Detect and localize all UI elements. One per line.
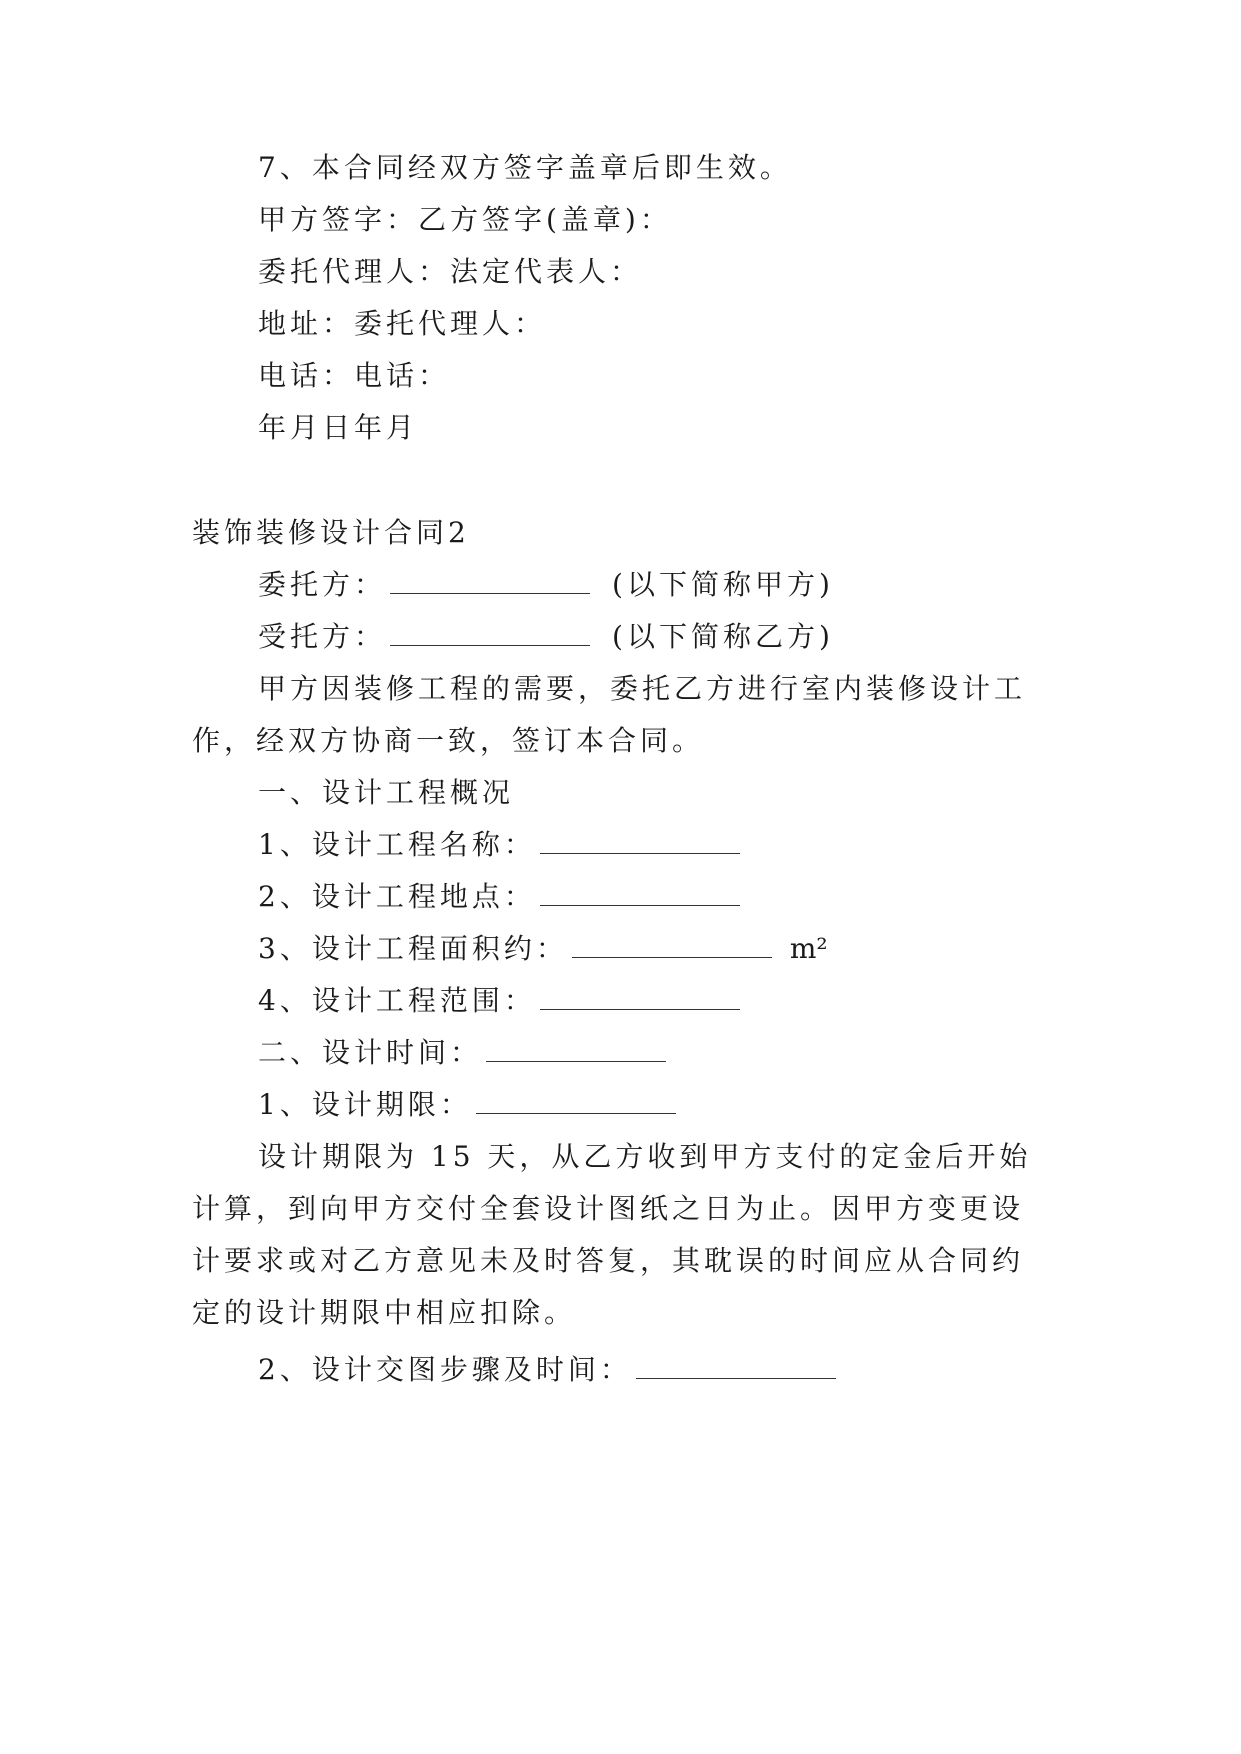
client-suffix: (以下简称甲方): [612, 568, 834, 601]
address-line: 地址：委托代理人：: [258, 307, 547, 340]
design-time-blank[interactable]: [486, 1037, 666, 1062]
contractor-suffix: (以下简称乙方): [612, 620, 834, 653]
contractor-blank[interactable]: [390, 621, 590, 646]
area-unit: m²: [789, 932, 828, 965]
client-blank[interactable]: [390, 569, 590, 594]
project-area-blank[interactable]: [572, 933, 772, 958]
project-area-label: 3、设计工程面积约：: [258, 932, 568, 965]
period-text-1: 设计期限为 15 天，从乙方收到甲方支付的定金后开始: [258, 1140, 1032, 1173]
project-scope-label: 4、设计工程范围：: [258, 984, 536, 1017]
design-time-label: 二、设计时间：: [258, 1036, 483, 1069]
project-area-line: [258, 931, 828, 967]
signature-line: 甲方签字：乙方签字(盖章)：: [258, 203, 672, 236]
contractor-line: [258, 619, 834, 655]
client-label: 委托方：: [258, 568, 387, 601]
date-line: 年月日年月: [258, 411, 419, 444]
submission-steps-blank[interactable]: [636, 1354, 836, 1379]
client-line: [258, 567, 834, 603]
clause-7: 7、本合同经双方签字盖章后即生效。: [258, 151, 792, 184]
project-location-blank[interactable]: [540, 881, 740, 906]
period-text-3: 计要求或对乙方意见未及时答复，其耽误的时间应从合同约: [192, 1244, 1025, 1277]
intro-line-1: 甲方因装修工程的需要，委托乙方进行室内装修设计工: [258, 672, 1027, 705]
phone-line: 电话：电话：: [258, 359, 451, 392]
submission-steps-label: 2、设计交图步骤及时间：: [258, 1353, 632, 1386]
project-name-label: 1、设计工程名称：: [258, 828, 536, 861]
project-location-label: 2、设计工程地点：: [258, 880, 536, 913]
project-scope-blank[interactable]: [540, 985, 740, 1010]
heading-project-overview: 一、设计工程概况: [258, 776, 515, 809]
intro-line-2: 作，经双方协商一致，签订本合同。: [192, 724, 705, 757]
project-name-line: [258, 827, 740, 863]
contractor-label: 受托方：: [258, 620, 387, 653]
agent-line: 委托代理人：法定代表人：: [258, 255, 643, 288]
contract-title: 装饰装修设计合同2: [192, 516, 470, 549]
project-location-line: [258, 879, 740, 915]
project-scope-line: [258, 983, 740, 1019]
design-period-line: [258, 1087, 676, 1123]
period-text-2: 计算，到向甲方交付全套设计图纸之日为止。因甲方变更设: [192, 1192, 1025, 1225]
submission-steps-line: [258, 1352, 836, 1388]
design-period-blank[interactable]: [476, 1089, 676, 1114]
project-name-blank[interactable]: [540, 829, 740, 854]
design-period-label: 1、设计期限：: [258, 1088, 472, 1121]
period-text-4: 定的设计期限中相应扣除。: [192, 1296, 577, 1329]
heading-design-time: [258, 1035, 666, 1071]
